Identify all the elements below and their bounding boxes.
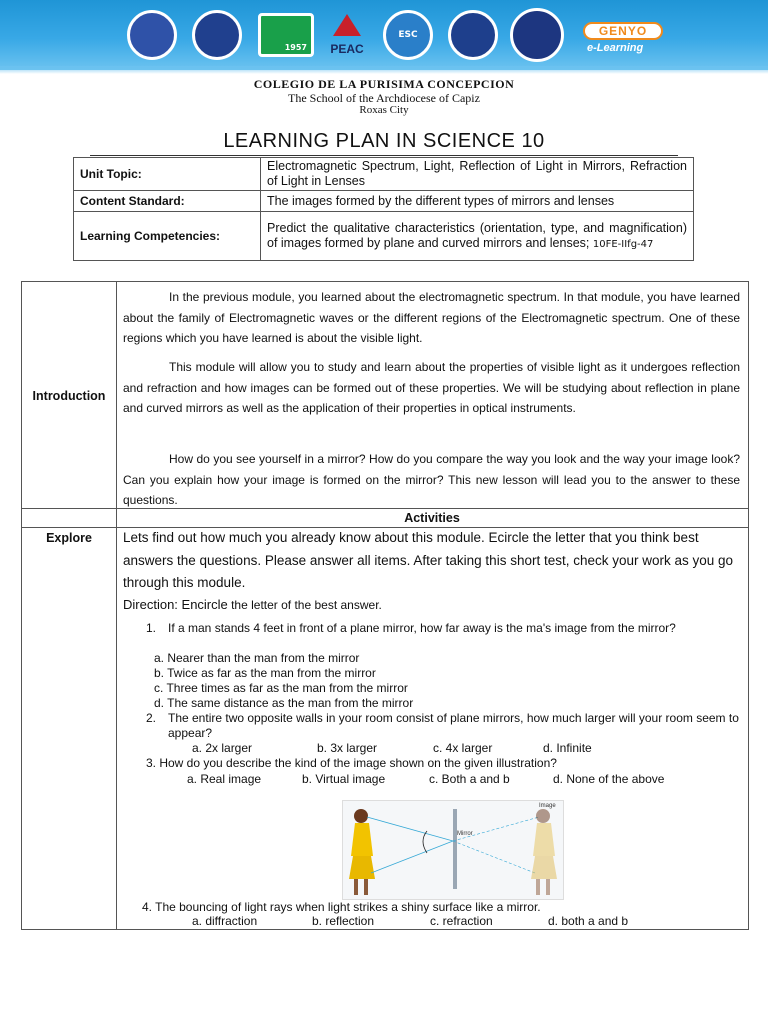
header-banner bbox=[0, 0, 768, 70]
direction-line bbox=[123, 597, 382, 612]
q2-choice-d: d. Infinite bbox=[543, 741, 592, 755]
competencies-text: Predict the qualitative characteristics (orientation, type, and magnification) of images formed by plane and curved mirrors and lenses; bbox=[267, 220, 687, 250]
school-name: COLEGIO DE LA PURISIMA CONCEPCION bbox=[253, 77, 515, 91]
q3-text: 3. How do you describe the kind of the image shown on the given illustration? bbox=[146, 756, 557, 770]
page-title: LEARNING PLAN IN SCIENCE 10 bbox=[223, 130, 545, 152]
q3-choice-d: d. None of the above bbox=[553, 772, 665, 786]
1957-logo-icon bbox=[258, 13, 314, 57]
q4-choice-a: a. diffraction bbox=[192, 914, 258, 928]
mirror-illustration-drawing bbox=[343, 801, 563, 899]
unit-topic-row bbox=[74, 158, 694, 191]
unit-topic-value: Electromagnetic Spectrum, Light, Reflection of Light in Mirrors, Refraction of Light in Lenses bbox=[261, 158, 694, 191]
content-standard-row bbox=[74, 191, 694, 212]
title-underline bbox=[90, 155, 678, 156]
q1-choice-b: b. Twice as far as the man from the mirror bbox=[154, 666, 376, 680]
q2-choices bbox=[192, 741, 592, 755]
school-seal-icon bbox=[192, 10, 242, 60]
content-standard-label: Content Standard: bbox=[74, 191, 261, 212]
q1-choice-c: c. Three times as far as the man from the mirror bbox=[154, 681, 408, 695]
q2-choice-b: b. 3x larger bbox=[317, 741, 378, 755]
q4-choice-d: d. both a and b bbox=[548, 914, 629, 928]
genyo-logo: GENYO bbox=[583, 22, 663, 40]
archdiocese-seal-icon bbox=[510, 8, 564, 62]
q2-choice-a: a. 2x larger bbox=[192, 741, 253, 755]
q4-choices bbox=[192, 914, 628, 928]
q1-text: If a man stands 4 feet in front of a plane mirror, how far away is the ma's image from the mirror? bbox=[168, 621, 676, 635]
peac-logo-text: PEAC bbox=[330, 42, 364, 56]
intro-paragraph-1: In the previous module, you learned about the electromagnetic spectrum. In that module, you have learned about the family of Electromagnetic waves or the different regions of the Electromagnetic spectrum. One of these regions which you have learned is about the visible light. bbox=[123, 290, 740, 345]
competencies-value bbox=[261, 212, 694, 261]
person-object-icon bbox=[349, 809, 375, 895]
q4-text: 4. The bouncing of light rays when light strikes a shiny surface like a mirror. bbox=[142, 900, 541, 914]
intro-paragraph-3: How do you see yourself in a mirror? How do you compare the way you look and the way your image look? Can you explain how your image is formed on the mirror? This new lesson will lead you to the answer to these questions. bbox=[123, 452, 740, 507]
person-image-icon bbox=[531, 809, 557, 895]
q2-text: The entire two opposite walls in your room consist of plane mirrors, how much larger will your room seem to appear? bbox=[168, 711, 739, 740]
introduction-label: Introduction bbox=[32, 389, 106, 403]
q3-choice-c: c. Both a and b bbox=[429, 772, 510, 786]
q2-choice-c: c. 4x larger bbox=[433, 741, 493, 755]
unit-topic-label: Unit Topic: bbox=[74, 158, 261, 191]
school-subtitle: The School of the Archdiocese of Capiz bbox=[288, 91, 480, 105]
esc-logo-text: ESC bbox=[398, 30, 418, 40]
competencies-label: Learning Competencies: bbox=[74, 212, 261, 261]
q3-choice-a: a. Real image bbox=[187, 772, 262, 786]
peac-emblem-icon bbox=[333, 14, 361, 36]
activities-header: Activities bbox=[404, 511, 460, 525]
q1-number: 1. bbox=[146, 621, 157, 635]
mirror-illustration bbox=[342, 800, 564, 900]
q4-choice-b: b. reflection bbox=[312, 914, 375, 928]
info-table bbox=[73, 157, 694, 261]
competencies-row bbox=[74, 212, 694, 261]
q4-choice-c: c. refraction bbox=[430, 914, 493, 928]
1957-logo-text: 1957 bbox=[284, 43, 307, 52]
mirror-label: Mirror bbox=[457, 831, 473, 837]
genyo-subtitle: e-Learning bbox=[587, 42, 644, 54]
q2-number: 2. bbox=[146, 711, 157, 725]
explore-text: Lets find out how much you already know about this module. Ecircle the letter that you think best answers the questions. Please answer all items. After taking this short test, check your work as you go through this module. bbox=[123, 530, 734, 590]
peac-logo bbox=[322, 10, 372, 60]
direction-text: the letter of the best answer. bbox=[227, 598, 382, 612]
deped-seal-icon bbox=[127, 10, 177, 60]
mirror-icon bbox=[453, 809, 457, 889]
school-city: Roxas City bbox=[359, 104, 409, 116]
q3-choices bbox=[187, 772, 664, 786]
purisima-seal-icon bbox=[448, 10, 498, 60]
left-column bbox=[22, 282, 117, 929]
direction-label: Direction: Encircle bbox=[123, 597, 228, 612]
q3-choice-b: b. Virtual image bbox=[302, 772, 386, 786]
content-standard-value: The images formed by the different types of mirrors and lenses bbox=[261, 191, 694, 212]
competencies-code: 10FE-IIfg-47 bbox=[592, 238, 654, 250]
esc-logo-icon bbox=[383, 10, 433, 60]
image-label: Image bbox=[539, 803, 556, 809]
lesson-table bbox=[21, 281, 749, 930]
q1-choice-d: d. The same distance as the man from the mirror bbox=[154, 696, 414, 710]
explore-label: Explore bbox=[46, 531, 92, 545]
q1-choice-a: a. Nearer than the man from the mirror bbox=[154, 651, 360, 665]
intro-paragraph-2: This module will allow you to study and learn about the properties of visible light as it undergoes reflection and refraction and how images can be formed out of these properties. We will be studying about reflection in plane and curved mirrors as well as the application of their properties in optical instruments. bbox=[123, 360, 740, 415]
